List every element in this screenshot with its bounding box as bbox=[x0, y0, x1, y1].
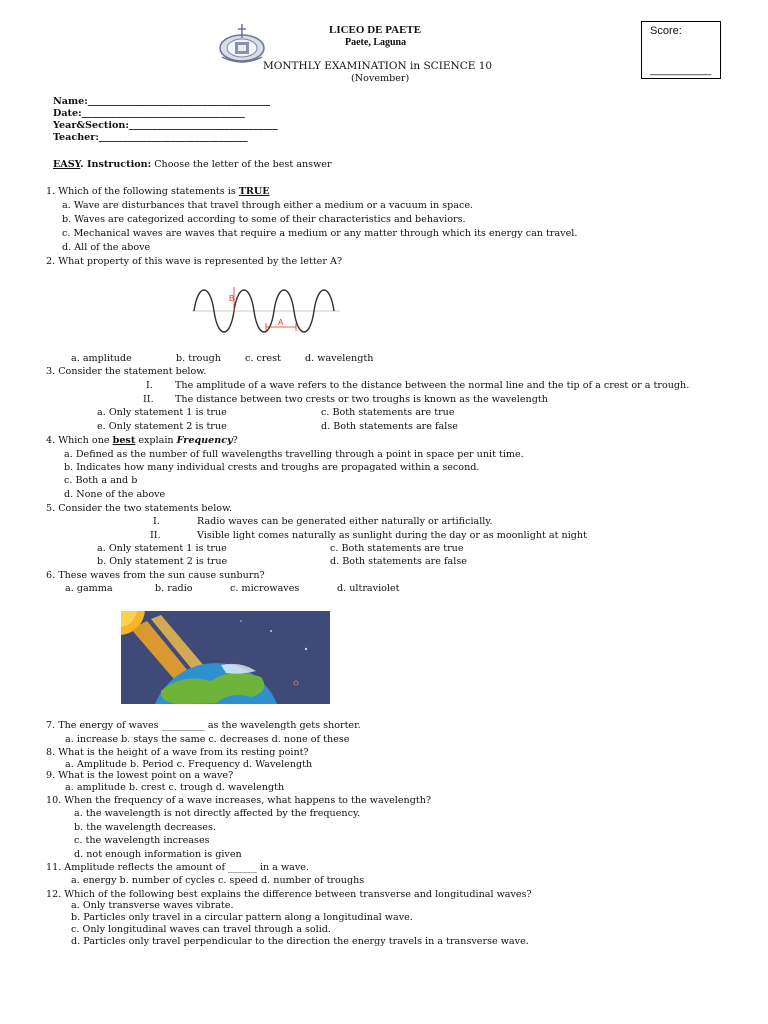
q10-option-b[interactable]: b. the wavelength decreases. bbox=[74, 822, 216, 833]
q12-option-b[interactable]: b. Particles only travel in a circular pattern along a longitudinal wave. bbox=[71, 912, 413, 923]
wave-diagram bbox=[188, 279, 344, 343]
q4-option-c[interactable]: c. Both a and b bbox=[64, 475, 138, 486]
q3-statement-1-number: I. bbox=[146, 380, 153, 391]
name-field[interactable]: Name:______________________________________ bbox=[53, 96, 271, 107]
question-6: 6. These waves from the sun cause sunburn? bbox=[46, 570, 265, 581]
q5-statement-2: Visible light comes naturally as sunlight during the day or as moonlight at night bbox=[197, 530, 587, 541]
q4-option-d[interactable]: d. None of the above bbox=[64, 489, 166, 500]
q5-option-a[interactable]: a. Only statement 1 is true bbox=[97, 543, 227, 554]
q6-option-c[interactable]: c. microwaves bbox=[230, 583, 300, 594]
question-7: 7. The energy of waves _________ as the wavelength gets shorter. bbox=[46, 720, 361, 731]
q8-options[interactable]: a. Amplitude b. Period c. Frequency d. Wavelength bbox=[65, 759, 313, 770]
question-3: 3. Consider the statement below. bbox=[46, 366, 207, 377]
instruction-text: Choose the letter of the best answer bbox=[151, 159, 332, 170]
q1-option-c[interactable]: c. Mechanical waves are waves that require a medium or any matter through which its energy can travel. bbox=[62, 228, 578, 239]
q3-option-c[interactable]: c. Both statements are true bbox=[321, 407, 455, 418]
q12-option-c[interactable]: c. Only longitudinal waves can travel through a solid. bbox=[71, 924, 331, 935]
q6-option-b[interactable]: b. radio bbox=[155, 583, 193, 594]
wave-label-a: A bbox=[278, 318, 284, 327]
question-1-emphasis: TRUE bbox=[238, 186, 270, 197]
q3-statement-2: The distance between two crests or two troughs is known as the wavelength bbox=[175, 394, 548, 405]
q5-option-d[interactable]: d. Both statements are false bbox=[330, 556, 467, 567]
q2-option-b[interactable]: b. trough bbox=[176, 353, 221, 364]
q4-option-b[interactable]: b. Indicates how many individual crests and troughs are propagated within a second. bbox=[64, 462, 480, 473]
exam-month: (November) bbox=[351, 73, 410, 84]
q12-option-a[interactable]: a. Only transverse waves vibrate. bbox=[71, 900, 234, 911]
q5-option-b[interactable]: b. Only statement 2 is true bbox=[97, 556, 228, 567]
question-4-mid: explain bbox=[135, 435, 177, 446]
school-location: Paete, Laguna bbox=[345, 37, 407, 48]
q10-option-a[interactable]: a. the wavelength is not directly affected by the frequency. bbox=[74, 808, 361, 819]
question-9: 9. What is the lowest point on a wave? bbox=[46, 770, 234, 781]
q2-option-c[interactable]: c. crest bbox=[245, 353, 281, 364]
sun-earth-illustration bbox=[121, 611, 330, 704]
q3-option-d[interactable]: d. Both statements are false bbox=[321, 421, 458, 432]
wave-label-b: B bbox=[229, 294, 235, 303]
q10-option-d[interactable]: d. not enough information is given bbox=[74, 849, 242, 860]
question-4-frequency: Frequency bbox=[176, 435, 233, 446]
question-4 bbox=[46, 435, 238, 447]
score-box bbox=[641, 21, 721, 79]
q5-statement-1-number: I. bbox=[153, 516, 160, 527]
q7-options[interactable]: a. increase b. stays the same c. decreases d. none of these bbox=[65, 734, 350, 745]
q1-option-a[interactable]: a. Wave are disturbances that travel through either a medium or a vacuum in space. bbox=[62, 200, 474, 211]
q3-option-a[interactable]: a. Only statement 1 is true bbox=[97, 407, 227, 418]
question-5: 5. Consider the two statements below. bbox=[46, 503, 233, 514]
q5-statement-2-number: II. bbox=[150, 530, 161, 541]
question-4-end: ? bbox=[232, 435, 238, 446]
q5-option-c[interactable]: c. Both statements are true bbox=[330, 543, 464, 554]
question-4-prefix: 4. Which one bbox=[46, 435, 113, 446]
date-field[interactable]: Date:__________________________________ bbox=[53, 108, 245, 119]
q3-option-e[interactable]: e. Only statement 2 is true bbox=[97, 421, 227, 432]
q6-option-d[interactable]: d. ultraviolet bbox=[337, 583, 400, 594]
exam-title: MONTHLY EXAMINATION in SCIENCE 10 bbox=[263, 60, 493, 72]
question-2: 2. What property of this wave is represented by the letter A? bbox=[46, 256, 343, 267]
instruction bbox=[53, 159, 332, 171]
score-label: Score: bbox=[650, 25, 682, 37]
instruction-dot: . bbox=[80, 159, 87, 170]
q4-option-a[interactable]: a. Defined as the number of full wavelengths travelling through a point in space per unit time. bbox=[64, 449, 524, 460]
q3-statement-2-number: II. bbox=[143, 394, 154, 405]
teacher-field[interactable]: Teacher:_______________________________ bbox=[53, 132, 248, 143]
question-1 bbox=[46, 186, 270, 198]
question-12: 12. Which of the following best explains the difference between transverse and longitudinal waves? bbox=[46, 889, 532, 900]
school-seal-icon bbox=[218, 21, 266, 63]
q1-option-d[interactable]: d. All of the above bbox=[62, 242, 151, 253]
question-8: 8. What is the height of a wave from its resting point? bbox=[46, 747, 309, 758]
question-11: 11. Amplitude reflects the amount of ______ in a wave. bbox=[46, 862, 310, 873]
q3-statement-1: The amplitude of a wave refers to the distance between the normal line and the tip of a crest or a trough. bbox=[175, 380, 690, 391]
question-10: 10. When the frequency of a wave increases, what happens to the wavelength? bbox=[46, 795, 432, 806]
year-section-field[interactable]: Year&Section:_______________________________ bbox=[53, 120, 278, 131]
q2-option-a[interactable]: a. amplitude bbox=[71, 353, 132, 364]
school-name: LICEO DE PAETE bbox=[329, 24, 422, 36]
q10-option-c[interactable]: c. the wavelength increases bbox=[74, 835, 210, 846]
question-4-best: best bbox=[112, 435, 136, 446]
q5-statement-1: Radio waves can be generated either naturally or artificially. bbox=[197, 516, 493, 527]
difficulty-level: EASY bbox=[53, 159, 81, 170]
q2-option-d[interactable]: d. wavelength bbox=[305, 353, 374, 364]
question-1-prefix: 1. Which of the following statements is bbox=[46, 186, 239, 197]
q11-options[interactable]: a. energy b. number of cycles c. speed d. number of troughs bbox=[71, 875, 365, 886]
q12-option-d[interactable]: d. Particles only travel perpendicular to the direction the energy travels in a transverse wave. bbox=[71, 936, 529, 947]
q1-option-b[interactable]: b. Waves are categorized according to some of their characteristics and behaviors. bbox=[62, 214, 466, 225]
q6-option-a[interactable]: a. gamma bbox=[65, 583, 113, 594]
instruction-label: Instruction: bbox=[86, 159, 152, 170]
q9-options[interactable]: a. amplitude b. crest c. trough d. wavelength bbox=[65, 782, 285, 793]
score-line: __________ bbox=[650, 64, 712, 76]
